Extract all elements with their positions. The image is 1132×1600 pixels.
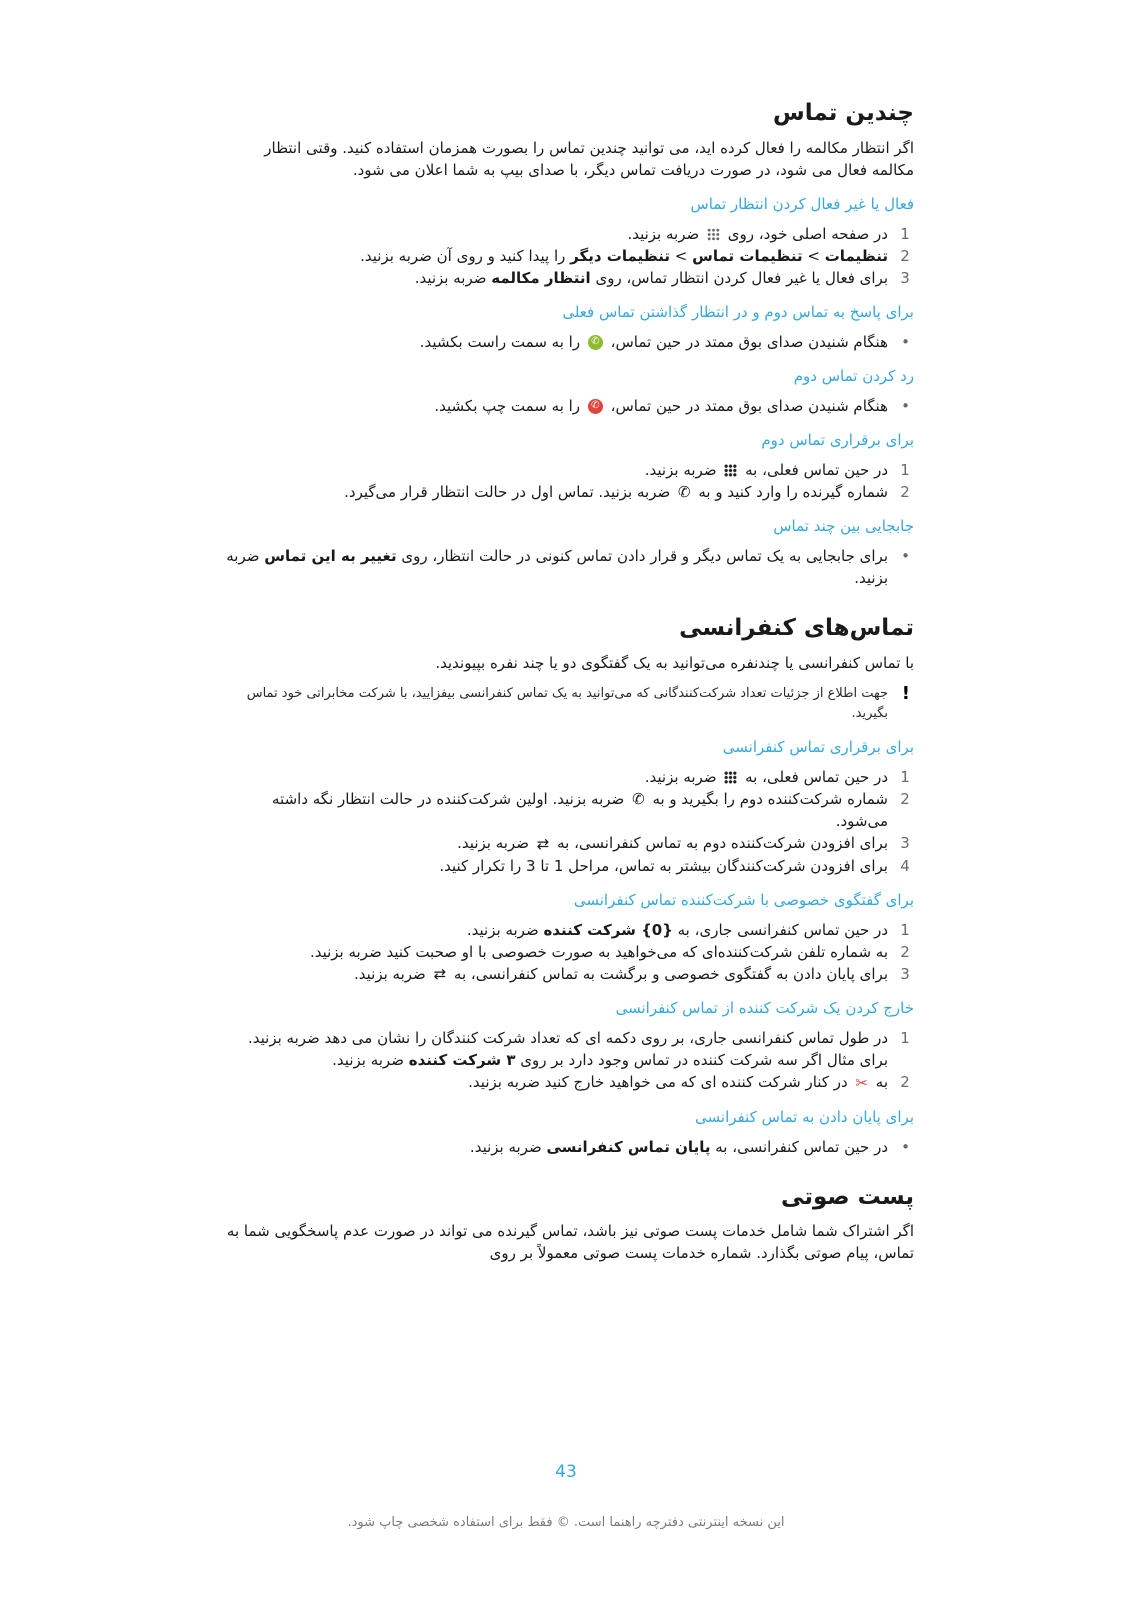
subheading-reject-second: رد کردن تماس دوم <box>793 366 914 385</box>
note-text: جهت اطلاع از جزئیات تعداد شرکت‌کنندگانی که می‌توانید به یک تماس کنفرانسی بیفزایید، با شرکت مخابراتی خود تماس بگیرید. <box>246 685 888 721</box>
merge-calls-icon: ⇄ <box>433 965 447 983</box>
section-title: چندین تماس <box>772 100 914 126</box>
answer-call-icon: ✆ <box>588 335 603 350</box>
list-item: • هنگام شنیدن صدای بوق ممتد در حین تماس، ✆ را به سمت چپ بکشید. <box>434 396 910 415</box>
subheading-enable-waiting: فعال یا غیر فعال کردن انتظار تماس <box>690 194 914 213</box>
bullet-list <box>218 1136 914 1158</box>
page-number: 43 <box>555 1462 577 1482</box>
bullet: • <box>901 332 910 351</box>
step-number: 2 <box>900 789 910 808</box>
step-number: 1 <box>900 224 910 243</box>
remove-participant-icon: ✂ <box>855 1073 868 1092</box>
document-page <box>218 96 914 1278</box>
subheading-switch-calls: جابجایی بین چند تماس <box>773 517 914 535</box>
list-item: 1 در حین تماس کنفرانسی جاری، به {0} شرکت کننده ضربه بزنید. <box>218 919 914 941</box>
steps-list <box>218 919 914 986</box>
steps-list <box>218 1027 914 1094</box>
decline-call-icon: ✆ <box>588 399 603 414</box>
subheading-private-chat: برای گفتگوی خصوصی با شرکت‌کننده تماس کنفرانسی <box>573 890 914 909</box>
bullet: • <box>901 1137 910 1156</box>
step-number: 1 <box>900 767 910 786</box>
list-item: 1 در صفحه اصلی خود، روی ضربه بزنید. <box>218 223 914 245</box>
section-voicemail <box>218 1180 914 1265</box>
intro-paragraph: اگر اشتراک شما شامل خدمات پست صوتی نیز باشد، تماس گیرنده می تواند در صورت عدم پاسخگویی شما به تماس، پیام صوتی بگذارد. شماره خدمات پست صوتی معمولاً بر روی <box>226 1222 914 1262</box>
steps-list <box>218 766 914 877</box>
phone-handset-icon: ✆ <box>632 790 645 808</box>
steps-list <box>218 223 914 289</box>
footer-text: این نسخه اینترنتی دفترچه راهنما است. © فقط برای استفاده شخصی چاپ شود. <box>347 1515 785 1530</box>
bullet: • <box>901 396 910 415</box>
step-number: 3 <box>900 834 910 852</box>
dialpad-icon <box>724 464 737 477</box>
list-item: 2 شماره گیرنده را وارد کنید و به ✆ ضربه بزنید. تماس اول در حالت انتظار قرار می‌گیرد. <box>218 481 914 504</box>
step-number: 2 <box>900 482 910 501</box>
apps-grid-icon <box>707 228 720 241</box>
subheading-answer-second: برای پاسخ به تماس دوم و در انتظار گذاشتن تماس فعلی <box>562 302 914 321</box>
phone-handset-icon: ✆ <box>677 483 691 501</box>
bullet: • <box>901 547 910 565</box>
step-number: 2 <box>900 1073 910 1091</box>
list-item: 1 در حین تماس فعلی، به ضربه بزنید. <box>218 459 914 481</box>
step-number: 2 <box>900 942 910 961</box>
section-conference-calls <box>218 611 914 1158</box>
list-item: 3 برای افزودن شرکت‌کننده دوم به تماس کنفرانسی، به ⇄ ضربه بزنید. <box>218 832 914 855</box>
step-number: 3 <box>900 268 910 287</box>
step-number: 3 <box>900 964 910 983</box>
section-title: پست صوتی <box>781 1183 914 1210</box>
list-item: • در حین تماس کنفرانسی، به پایان تماس کنفرانسی ضربه بزنید. <box>469 1137 910 1156</box>
list-item: 2 به شماره تلفن شرکت‌کننده‌ای که می‌خواهید به صورت خصوصی با او صحبت کنید ضربه بزنید. <box>218 941 914 963</box>
steps-list <box>218 459 914 504</box>
warning-icon: ! <box>901 682 910 704</box>
list-item: 2 تنظیمات > تنظیمات تماس > تنظیمات دیگر را پیدا کنید و روی آن ضربه بزنید. <box>218 245 914 267</box>
merge-calls-icon: ⇄ <box>536 834 550 853</box>
list-item: 1 در حین تماس فعلی، به ضربه بزنید. <box>218 766 914 788</box>
list-item: 3 برای فعال یا غیر فعال کردن انتظار تماس، روی انتظار مکالمه ضربه بزنید. <box>218 267 914 289</box>
list-item: • برای جابجایی به یک تماس دیگر و قرار دادن تماس کنونی در حالت انتظار، روی تغییر به این تماس ضربه بزنید. <box>226 547 910 587</box>
list-item: 4 برای افزودن شرکت‌کنندگان بیشتر به تماس، مراحل 1 تا 3 را تکرار کنید. <box>218 855 914 877</box>
section-title: تماس‌های کنفرانسی <box>679 615 914 641</box>
list-item: 2 به ✂ در کنار شرکت کننده ای که می خواهید خارج کنید ضربه بزنید. <box>218 1071 914 1094</box>
list-item: • هنگام شنیدن صدای بوق ممتد در حین تماس، ✆ را به سمت راست بکشید. <box>419 332 910 351</box>
list-item: 1 در طول تماس کنفرانسی جاری، بر روی دکمه ای که تعداد شرکت کنندگان را نشان می دهد ضربه بزنید. برای مثال اگر سه شرکت کننده در تماس وجود دارد بر روی ۳ شرکت کننده ضربه بزنید. <box>218 1027 914 1071</box>
bullet-list <box>218 395 914 417</box>
bullet-list <box>218 331 914 353</box>
intro-paragraph: با تماس کنفرانسی یا چندنفره می‌توانید به یک گفتگوی دو یا چند نفره بپیوندید. <box>435 653 914 672</box>
list-item: 3 برای پایان دادن به گفتگوی خصوصی و برگشت به تماس کنفرانسی، به ⇄ ضربه بزنید. <box>218 963 914 986</box>
dialpad-icon <box>724 771 737 784</box>
step-number: 1 <box>900 1029 910 1047</box>
step-number: 4 <box>900 856 910 875</box>
subheading-end-conference: برای پایان دادن به تماس کنفرانسی <box>695 1107 914 1126</box>
step-number: 2 <box>900 246 910 265</box>
bullet-list <box>218 545 914 589</box>
step-number: 1 <box>900 920 910 939</box>
intro-paragraph: اگر انتظار مکالمه را فعال کرده اید، می توانید چندین تماس را بصورت همزمان استفاده کنید. وقتی انتظار مکالمه فعال می شود، در صورت دریافت تماس دیگر، با صدای بیپ به شما اعلان می شود. <box>264 138 914 179</box>
subheading-remove-participant: خارج کردن یک شرکت کننده از تماس کنفرانسی <box>615 999 914 1017</box>
note-box <box>218 684 914 724</box>
subheading-make-conference: برای برقراری تماس کنفرانسی <box>722 737 914 756</box>
subheading-make-second: برای برقراری تماس دوم <box>761 430 914 449</box>
section-multiple-calls <box>218 96 914 589</box>
list-item: 2 شماره شرکت‌کننده دوم را بگیرید و به ✆ ضربه بزنید. اولین شرکت‌کننده در حالت انتظار نگه داشته می‌شود. <box>218 788 914 833</box>
step-number: 1 <box>900 460 910 479</box>
